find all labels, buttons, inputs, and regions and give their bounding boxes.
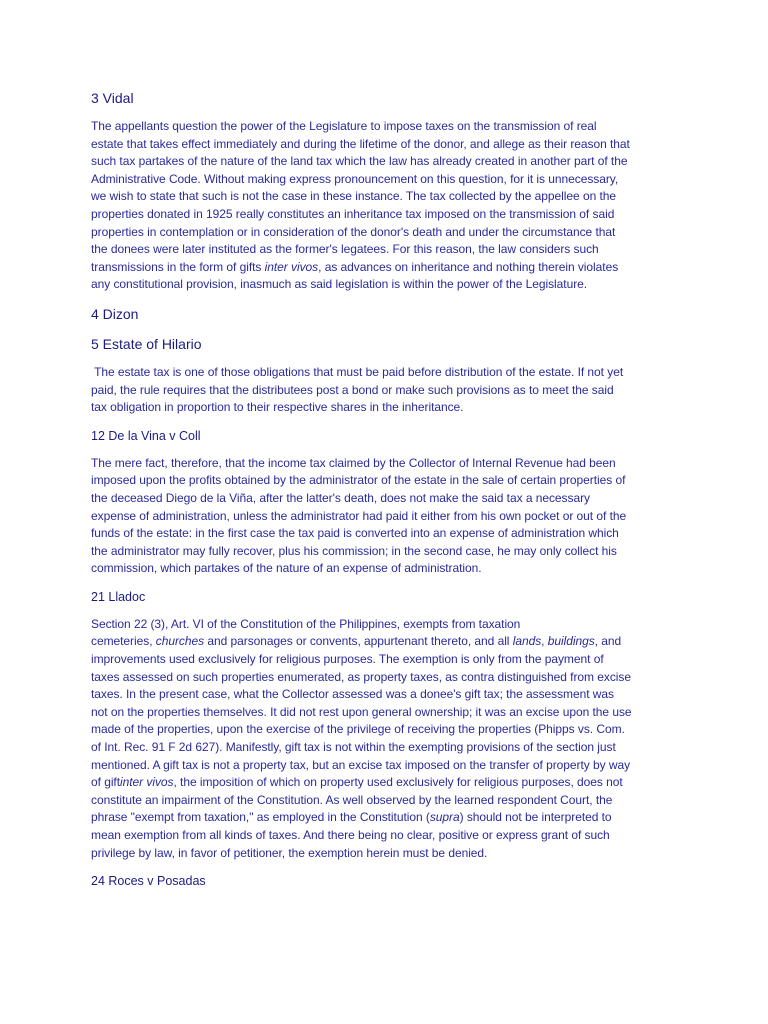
italic-term: inter vivos [120,775,174,790]
text-line: properties donated in 1925 really constitutes an inheritance tax imposed on the transmission of said [91,206,615,221]
text-line: mentioned. A gift tax is not a property tax, but an excise tax imposed on the transfer of property by way [91,757,631,772]
text-line: properties in contemplation or in consideration of the donor's death and under the circumstance that [91,224,616,239]
section-heading-de-la-vina: 12 De la Vina v Coll [91,428,201,443]
text-line: such tax partakes of the nature of the land tax which the law has already created in another part of the [91,154,628,169]
text-line: The appellants question the power of the Legislature to impose taxes on the transmission of real [91,119,597,133]
italic-term: lands [512,634,542,649]
text-line: The mere fact, therefore, that the income tax claimed by the Collector of Internal Revenue had been [91,455,616,470]
text-line: cemeteries, churches and parsonages or convents, appurtenant thereto, and all lands, buildings, and [91,634,622,649]
text-line: privilege by law, in favor of petitioner, the exemption herein must be denied. [91,845,488,860]
text-line: transmissions in the form of gifts inter vivos, as advances on inheritance and nothing therein violates [91,259,619,274]
text-line: of Int. Rec. 91 F 2d 627). Manifestly, gift tax is not within the exempting provisions of the section just [91,740,616,755]
paragraph-de-la-vina [91,455,698,578]
paragraph-vidal [91,118,698,294]
text-line: improvements used exclusively for religious purposes. The exemption is only from the payment of [91,652,604,667]
text-line: Section 22 (3), Art. VI of the Constitution of the Philippines, exempts from taxation [91,616,521,631]
text-line: the deceased Diego de la Viña, after the latter's death, does not make the said tax a necessary [91,490,590,505]
text-line: estate that takes effect immediately and during the lifetime of the donor, and allege as their reason that [91,136,630,151]
text-line: The estate tax is one of those obligations that must be paid before distribution of the estate. If not yet [91,364,624,379]
text-line: taxes. In the present case, what the Collector assessed was a donee's gift tax; the assessment was [91,687,615,702]
text-line: tax obligation in proportion to their respective shares in the inheritance. [91,400,464,415]
section-heading-hilario: 5 Estate of Hilario [91,335,202,352]
text-line: paid, the rule requires that the distributees post a bond or make such provisions as to meet the said [91,382,614,397]
text-line: mean exemption from all kinds of taxes. And there being no clear, positive or express grant of such [91,828,610,842]
text-line: taxes assessed on such properties enumerated, as property taxes, as contra distinguished from excise [91,669,631,684]
text-line: the administrator may fully recover, plus his commission; in the second case, he may only collect his [91,543,617,558]
text-line: any constitutional provision, inasmuch as said legislation is within the power of the Legislature. [91,277,588,292]
paragraph-hilario [91,364,698,417]
text-line: constitute an impairment of the Constitution. As well observed by the learned respondent Court, the [91,792,613,807]
text-line: we wish to state that such is not the case in these instance. The tax collected by the appellee on the [91,189,617,204]
italic-term: inter vivos [264,259,319,274]
italic-term: churches [155,634,205,649]
text-line: phrase "exempt from taxation," as employed in the Constitution (supra) should not be interpreted to [91,810,612,825]
text-line: made of the properties, upon the exercise of the privilege of receiving the properties (Phipps vs. Com. [91,722,625,737]
section-heading-vidal: 3 Vidal [91,90,134,106]
section-heading-dizon: 4 Dizon [91,305,139,322]
italic-term: supra [429,810,460,825]
text-line: the donees were later instituted as the former's legatees. For this reason, the law considers such [91,242,599,257]
section-heading-roces: 24 Roces v Posadas [91,874,206,889]
italic-term: buildings [547,634,595,649]
text-line: imposed upon the profits obtained by the administrator of the estate in the sale of certain properties of [91,473,626,488]
section-heading-lladoc: 21 Lladoc [91,589,146,604]
text-line: of giftinter vivos, the imposition of which on property used exclusively for religious purposes, does not [91,775,623,790]
text-line: not on the properties themselves. It did not rest upon general ownership; it was an excise upon the use [91,704,632,719]
text-line: expense of administration, unless the administrator had paid it either from his own pocket or out of the [91,508,627,523]
text-line: funds of the estate: in the first case the tax paid is converted into an expense of administration which [91,526,619,541]
paragraph-lladoc [91,616,698,862]
text-line: commission, which partakes of the nature of an expense of administration. [91,561,482,576]
text-line: Administrative Code. Without making express pronouncement on this question, for it is unnecessary, [91,171,619,186]
